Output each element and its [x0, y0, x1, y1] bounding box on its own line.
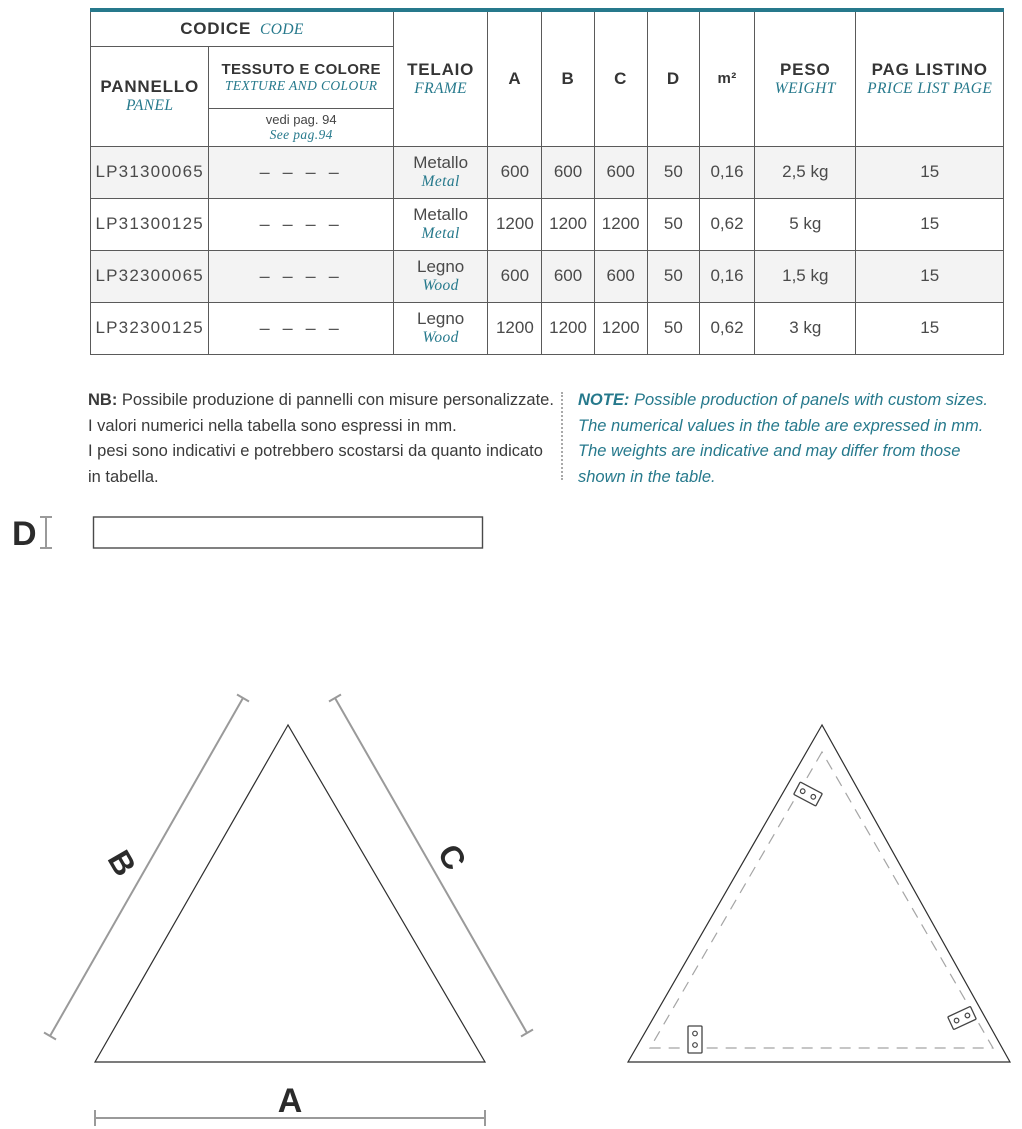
panel-rear-view — [628, 725, 1010, 1062]
header-dim-d: D — [647, 10, 699, 146]
pag-label-it: PAG LISTINO — [871, 59, 988, 79]
header-telaio — [393, 10, 487, 146]
weight-value: 3 kg — [755, 302, 856, 354]
note-it-line1: Possibile produzione di pannelli con misure personalizzate. — [121, 391, 554, 409]
pannello-label-en: PANEL — [126, 97, 174, 114]
table-row — [91, 302, 1004, 354]
dim-c-value: 1200 — [594, 198, 647, 250]
table-row — [91, 198, 1004, 250]
m2-value: 0,62 — [699, 302, 754, 354]
telaio-label-it: TELAIO — [407, 59, 475, 79]
header-tessuto-note — [209, 108, 394, 146]
panel-front-view — [95, 725, 485, 1062]
frame-cell: Metallo Metal — [393, 146, 487, 198]
header-m2: m² — [699, 10, 754, 146]
tessuto-label-en: TEXTURE AND COLOUR — [224, 77, 378, 93]
mounting-bracket-bottom-left — [688, 1026, 702, 1053]
tessuto-label-it: TESSUTO E COLORE — [221, 60, 381, 78]
note-label-en: NOTE: — [578, 391, 630, 409]
tessuto-note-en: See pag.94 — [269, 126, 333, 142]
header-codice — [91, 10, 394, 46]
dim-c-label: C — [430, 837, 474, 877]
texture-cell: – – – – — [209, 146, 394, 198]
panel-side-view — [94, 517, 483, 548]
dim-line-c — [329, 695, 533, 1037]
d-measure-tick — [40, 517, 52, 548]
dim-b-value: 1200 — [542, 198, 594, 250]
dim-a-value: 1200 — [488, 198, 542, 250]
dim-line-b — [44, 695, 249, 1040]
frame-cell: Legno Wood — [393, 302, 487, 354]
frame-cell: Metallo Metal — [393, 198, 487, 250]
technical-diagrams — [0, 500, 1022, 1129]
panel-code: LP32300125 — [91, 302, 209, 354]
dim-a-value: 1200 — [488, 302, 542, 354]
weight-value: 5 kg — [755, 198, 856, 250]
texture-cell: – – – – — [209, 302, 394, 354]
page-value: 15 — [856, 302, 1004, 354]
codice-label-en: CODE — [260, 20, 304, 38]
pag-label-en: PRICE LIST PAGE — [867, 79, 993, 97]
notes-divider — [561, 392, 563, 480]
dim-d-value: 50 — [647, 146, 699, 198]
dim-d-value: 50 — [647, 250, 699, 302]
peso-label-en: WEIGHT — [774, 79, 836, 97]
dim-a-value: 600 — [488, 146, 542, 198]
dim-b-value: 600 — [542, 250, 594, 302]
frame-cell: Legno Wood — [393, 250, 487, 302]
dim-a-value: 600 — [488, 250, 542, 302]
note-it-line2: I valori numerici nella tabella sono espressi in mm. — [88, 416, 457, 435]
note-english — [578, 388, 1010, 490]
table-row — [91, 146, 1004, 198]
dim-d-value: 50 — [647, 198, 699, 250]
table-row — [91, 250, 1004, 302]
m2-value: 0,16 — [699, 146, 754, 198]
header-pag-listino — [856, 10, 1004, 146]
dim-c-value: 600 — [594, 250, 647, 302]
dim-b-label: B — [100, 843, 144, 883]
dim-a-label: A — [277, 1082, 303, 1120]
panel-code: LP31300125 — [91, 198, 209, 250]
nb-label: NB: — [88, 391, 118, 409]
panel-code: LP32300065 — [91, 250, 209, 302]
mounting-bracket-top-left — [794, 782, 823, 806]
dim-c-value: 600 — [594, 146, 647, 198]
header-dim-c: C — [594, 10, 647, 146]
m2-value: 0,62 — [699, 198, 754, 250]
note-en-line2: The numerical values in the table are expressed in mm. — [578, 416, 984, 435]
dim-b-value: 600 — [542, 146, 594, 198]
dim-c-value: 1200 — [594, 302, 647, 354]
note-en-line3: The weights are indicative and may differ from those shown in the table. — [578, 442, 961, 486]
m2-value: 0,16 — [699, 250, 754, 302]
page-value: 15 — [856, 250, 1004, 302]
header-pannello — [91, 46, 209, 146]
pannello-label-it: PANNELLO — [100, 77, 199, 96]
header-tessuto — [209, 46, 394, 108]
panel-code: LP31300065 — [91, 146, 209, 198]
weight-value: 1,5 kg — [755, 250, 856, 302]
telaio-label-en: FRAME — [414, 79, 468, 97]
header-peso — [755, 10, 856, 146]
texture-cell: – – – – — [209, 250, 394, 302]
spec-table — [90, 8, 1004, 355]
dim-b-value: 1200 — [542, 302, 594, 354]
dim-d-value: 50 — [647, 302, 699, 354]
page-value: 15 — [856, 146, 1004, 198]
header-dim-a: A — [488, 10, 542, 146]
note-en-line1: Possible production of panels with custom sizes. — [633, 391, 988, 409]
codice-label-it: CODICE — [180, 18, 252, 38]
dim-d-label: D — [12, 515, 37, 553]
mounting-bracket-right — [948, 1006, 977, 1029]
note-italian — [88, 388, 558, 490]
weight-value: 2,5 kg — [755, 146, 856, 198]
peso-label-it: PESO — [780, 59, 831, 79]
header-dim-b: B — [542, 10, 594, 146]
tessuto-note-it: vedi pag. 94 — [265, 111, 337, 127]
texture-cell: – – – – — [209, 198, 394, 250]
page-value: 15 — [856, 198, 1004, 250]
note-it-line3: I pesi sono indicativi e potrebbero scostarsi da quanto indicato in tabella. — [88, 442, 543, 486]
